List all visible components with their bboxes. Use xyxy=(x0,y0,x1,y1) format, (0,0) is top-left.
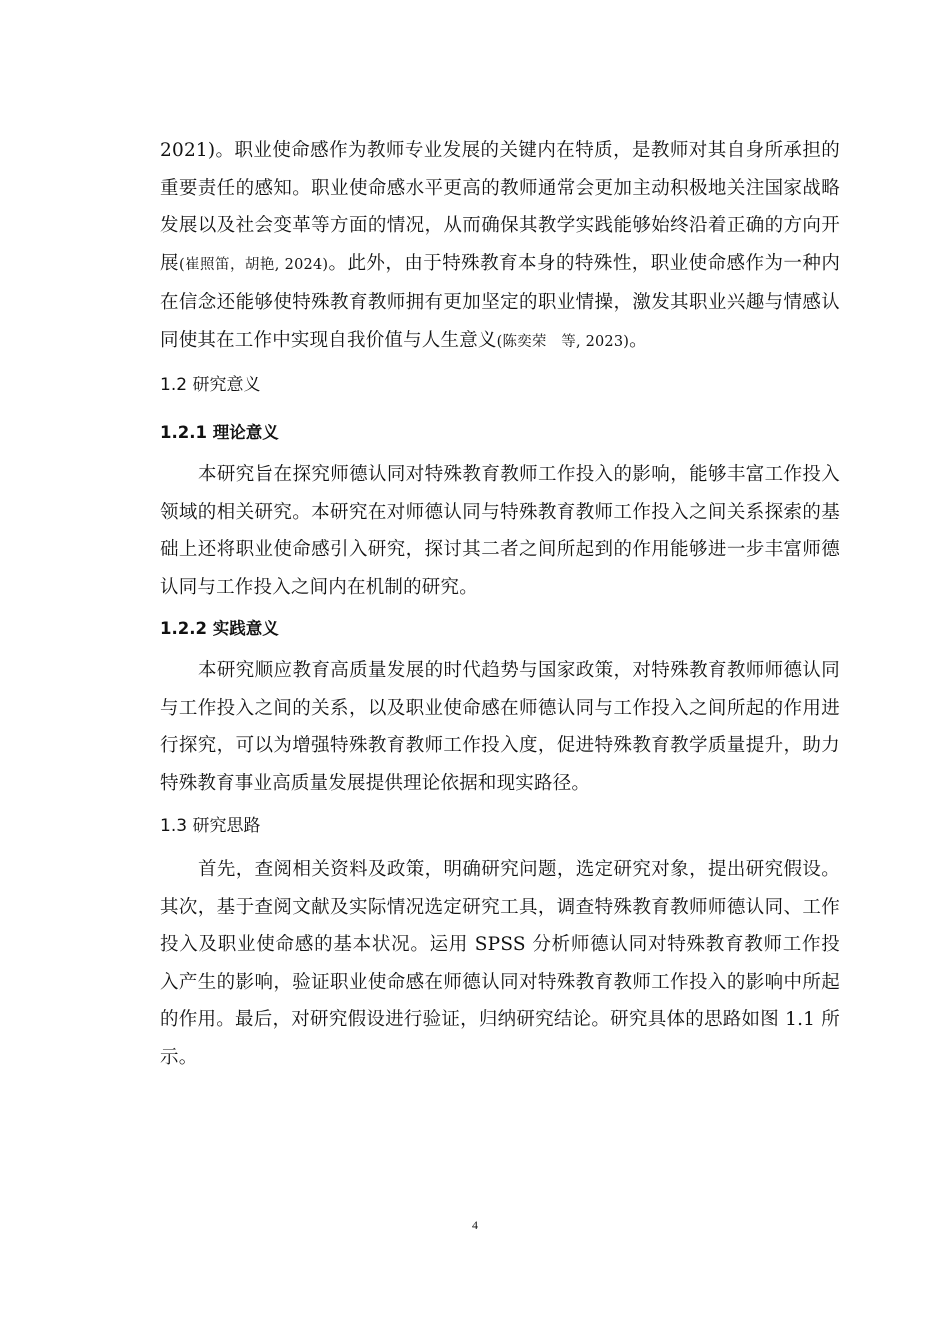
heading-1-2-2: 1.2.2 实践意义 xyxy=(160,619,279,638)
page-number: 4 xyxy=(472,1218,478,1232)
research-approach-paragraph: 首先，查阅相关资料及政策，明确研究问题，选定研究对象，提出研究假设。其次，基于查阅文献及实际情况选定研究工具，调查特殊教育教师师德认同、工作投入及职业使命感的基本状况。运用 SPSS 分析师德认同对特殊教育教师工作投入产生的影响，验证职业使命感在师德认同对特殊教育教师工作投入的影响中所起的作用。最后，对研究假设进行验证，归纳研究结论。研究具体的思路如图 1.1 所示。 xyxy=(160,859,840,1068)
citation-cui-hu: (崔照笛，胡艳, 2024) xyxy=(178,256,329,273)
page-body xyxy=(160,132,840,1076)
intro-text-3: 。 xyxy=(629,329,648,351)
intro-paragraph xyxy=(160,132,840,361)
intro-text-1: 2021)。职业使命感作为教师专业发展的关键内在特质，是教师对其自身所承担的重要责任的感知。职业使命感水平更高的教师通常会更加主动积极地关注国家战略发展以及社会变革等方面的情况，从而确保其教学实践能够始终沿着正确的方向开展 xyxy=(160,140,840,274)
theory-significance-paragraph: 本研究旨在探究师德认同对特殊教育教师工作投入的影响，能够丰富工作投入领域的相关研究。本研究在对师德认同与特殊教育教师工作投入之间关系探索的基础上还将职业使命感引入研究，探讨其二者之间所起到的作用能够进一步丰富师德认同与工作投入之间内在机制的研究。 xyxy=(160,464,840,598)
citation-chen: (陈奕荣 等, 2023) xyxy=(496,333,630,350)
practice-significance-paragraph: 本研究顺应教育高质量发展的时代趋势与国家政策，对特殊教育教师师德认同与工作投入之间的关系，以及职业使命感在师德认同与工作投入之间所起的作用进行探究，可以为增强特殊教育教师工作投入度，促进特殊教育教学质量提升，助力特殊教育事业高质量发展提供理论依据和现实路径。 xyxy=(160,660,840,794)
heading-1-3: 1.3 研究思路 xyxy=(160,816,261,836)
heading-1-2: 1.2 研究意义 xyxy=(160,375,261,395)
heading-1-2-1: 1.2.1 理论意义 xyxy=(160,423,279,442)
intro-text-2: 。此外，由于特殊教育本身的特殊性，职业使命感作为一种内在信念还能够使特殊教育教师拥有更加坚定的职业情操，激发其职业兴趣与情感认同使其在工作中实现自我价值与人生意义 xyxy=(160,252,841,351)
